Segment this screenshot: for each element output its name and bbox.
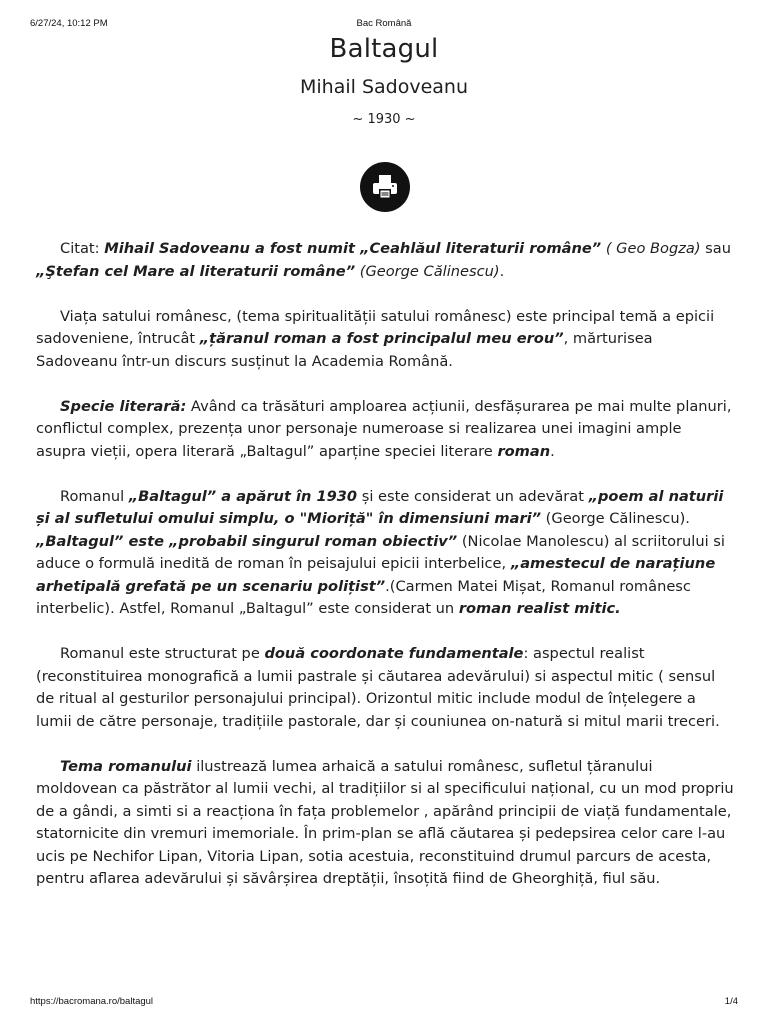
- page-title: Baltagul: [329, 34, 439, 64]
- paragraph-citat: Citat: Mihail Sadoveanu a fost numit „Ceahlăul literaturii române” ( Geo Bogza) sau „Ştefan cel Mare al literaturii române” (George Călinescu).: [36, 240, 731, 280]
- printer-icon: [371, 173, 399, 201]
- paragraph-tema-romanului: Tema romanului ilustrează lumea arhaică a satului românesc, sufletul țăranului moldovean ca păstrător al lumii vechi, al tradițiilor si al specificului național, cu un mod propriu de a gândi, a simti si a reacționa în fața problemelor , apărând principii de viață fundamentale, statornicite din vremuri imemoriale. În prim-plan se află căutarea și pedepsirea celor care l-au ucis pe Nechifor Lipan, Vitoria Lipan, sotia acestuia, reconstituind drumul parcurs de acesta, pentru aflarea adevărului și săvârșirea dreptății, însoțită fiind de Gheorghiță, fiul său.: [36, 757, 734, 887]
- article-body: [36, 238, 736, 913]
- paragraph-romanul-baltagul: Romanul „Baltagul” a apărut în 1930 și este considerat un adevărat „poem al naturii și al sufletului omului simplu, o "Mioriță" în dimensiuni mari” (George Călinescu). „Baltagul” este „probabil singurul roman obiectiv” (Nicolae Manolescu) al scriitorului si aduce o formulă inedită de roman în peisajului epicii interbelice, „amestecul de narațiune arhetipală grefată pe un scenariu polițist”.(Carmen Matei Mișat, Romanul românesc interbelic). Astfel, Romanul „Baltagul” este considerat un roman realist mitic.: [36, 487, 725, 617]
- print-footer-url: https://bacromana.ro/baltagul: [30, 996, 154, 1007]
- print-datetime: 6/27/24, 10:12 PM: [30, 18, 108, 29]
- paragraph-viata-satului: Viața satului românesc, (tema spiritualității satului românesc) este principal temă a epicii sadoveniene, întrucât „țăranul roman a fost principalul meu erou”, mărturisea Sadoveanu într-un discurs susținut la Academia Română.: [36, 307, 715, 370]
- print-header-title: Bac Română: [356, 18, 412, 29]
- publication-year: ~ 1930 ~: [352, 112, 416, 127]
- paragraph-structura: Romanul este structurat pe două coordonate fundamentale: aspectul realist (reconstituirea monografică a lumii pastrale și căutarea adevărului) si aspectul mitic ( sensul de ritual al gesturilor personajului principal). Orizontul mitic include modul de înțelegere a lumii de către personaje, tradițiile pastorale, dar și couniunea on-natură si mitul marii treceri.: [36, 645, 720, 730]
- page-number: 1/4: [724, 996, 738, 1007]
- author-subtitle: Mihail Sadoveanu: [299, 76, 468, 98]
- print-button[interactable]: [360, 162, 410, 212]
- paragraph-specie-literara: Specie literară: Având ca trăsături amploarea acțiunii, desfășurarea pe mai multe planuri, conflictul complex, prezența unor personaje numeroase si realizarea unei imagini ample asupra vieții, opera literară „Baltagul” aparține speciei literare roman.: [36, 397, 732, 460]
